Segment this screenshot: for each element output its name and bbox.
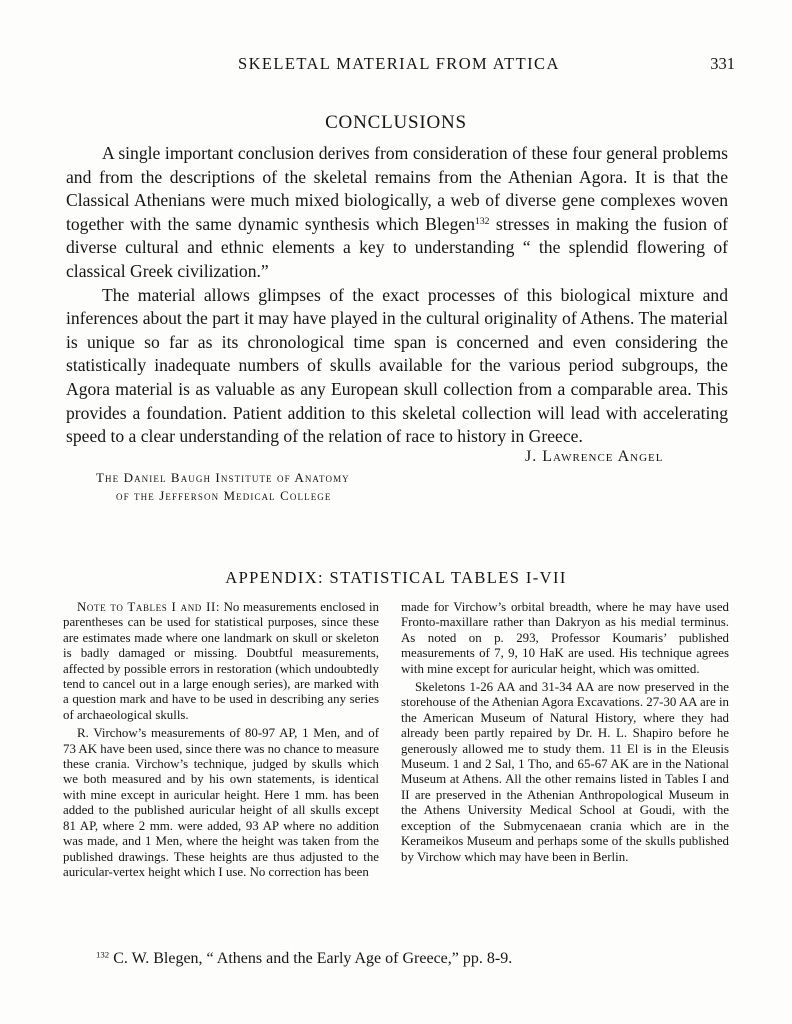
note-heading: Note to Tables I and II:: [77, 600, 221, 614]
footnote: [96, 950, 736, 968]
footnote-text: C. W. Blegen, “ Athens and the Early Age of Greece,” pp. 8-9.: [109, 950, 513, 967]
running-head-title: SKELETAL MATERIAL FROM ATTICA: [238, 54, 560, 73]
page-number: 331: [710, 54, 735, 73]
conclusions-paragraph-1: [66, 142, 728, 284]
conclusions-paragraph-2: The material allows glimpses of the exact processes of this biological mixture and inferences about the part it may have played in the cultural originality of Athens. The material is unique so far as its chronological time span is concerned and even considering the statistically inadequate numbers of skulls available for the various period subgroups, the Agora material is as valuable as any European skull collection from a comparable area. This provides a foundation. Patient addition to this skeletal collection will lead with accelerating speed to a clear understanding of the relation of race to history in Greece.: [66, 284, 728, 447]
appendix-heading: APPENDIX: STATISTICAL TABLES I-VII: [225, 568, 567, 587]
affiliation-line-1: The Daniel Baugh Institute of Anatomy: [96, 470, 350, 485]
author-signature: J. Lawrence Angel: [525, 448, 664, 465]
footnote-number: 132: [96, 949, 110, 960]
skeleton-location-paragraph: Skeletons 1-26 AA and 31-34 AA are now preserved in the storehouse of the Athenian Agora Excavations. 27-30 AA are in the American Museum of Natural History, where they had already been partly repaired by Dr. H. L. Shapiro before he generously allowed me to study them. 11 El is in the Eleusis Museum. 1 and 2 Sal, 1 Tho, and 65-67 AK are in the National Museum at Athens. All the other remains listed in Tables I and II are preserved in the Athenian Anthropological Museum in the Athens University Medical School at Goudi, with the exception of the Submycenaean crania which are in the Kerameikos Museum and perhaps some of the skulls published by Virchow which may have been in Berlin.: [401, 680, 729, 864]
conclusions-heading: CONCLUSIONS: [325, 112, 467, 133]
footnote-reference: 132: [475, 215, 490, 227]
conclusions-paragraph-1-text-a: A single important conclusion derives from consideration of these four general problems and from the descriptions of the skeletal remains from the Athenian Agora. It is that the Classical Athenians were much mixed biologically, a web of diverse gene complexes woven together with the same dynamic synthesis which Blegen: [66, 143, 728, 234]
appendix-right-column: [401, 600, 729, 865]
conclusions-body: [66, 142, 728, 449]
appendix-note-paragraph: [63, 600, 379, 723]
note-text: No measurements enclosed in parentheses can be used for statistical purposes, since these are estimates made where one landmark on skull or skeleton is badly damaged or missing. Doubtful measurements, affected by possible errors in restoration (which undoubtedly tend to cancel out in a large enough series), are marked with a question mark and have to be used in describing any series of archaeological skulls.: [63, 600, 379, 722]
affiliation-line-2: of the Jefferson Medical College: [116, 488, 332, 503]
author-affiliation: [96, 469, 426, 505]
appendix-left-column: [63, 600, 379, 880]
virchow-paragraph: R. Virchow’s measurements of 80-97 AP, 1 Men, and of 73 AK have been used, since there was no chance to measure these crania. Virchow’s technique, judged by skulls which we both measured and by his own statements, is identical with mine except in auricular height. Here 1 mm. has been added to the published auricular height of all skulls except 81 AP, where 2 mm. were added, 93 AP where no addition was made, and 1 Men, where the height was taken from the published drawings. These heights are thus adjusted to the auricular-vertex height which I use. No correction has been: [63, 726, 379, 879]
conclusions-paragraph-1-text-b: stresses in making the fusion of diverse cultural and ethnic elements a key to understanding “ the splendid flowering of classical Greek civilization.”: [66, 213, 728, 281]
orbital-breadth-paragraph: made for Virchow’s orbital breadth, where he may have used Fronto-maxillare rather than Dakryon as his medial terminus. As noted on p. 293, Professor Koumaris’ published measurements of 7, 9, 10 HaK are used. His technique agrees with mine except for auricular height, which was omitted.: [401, 600, 729, 676]
